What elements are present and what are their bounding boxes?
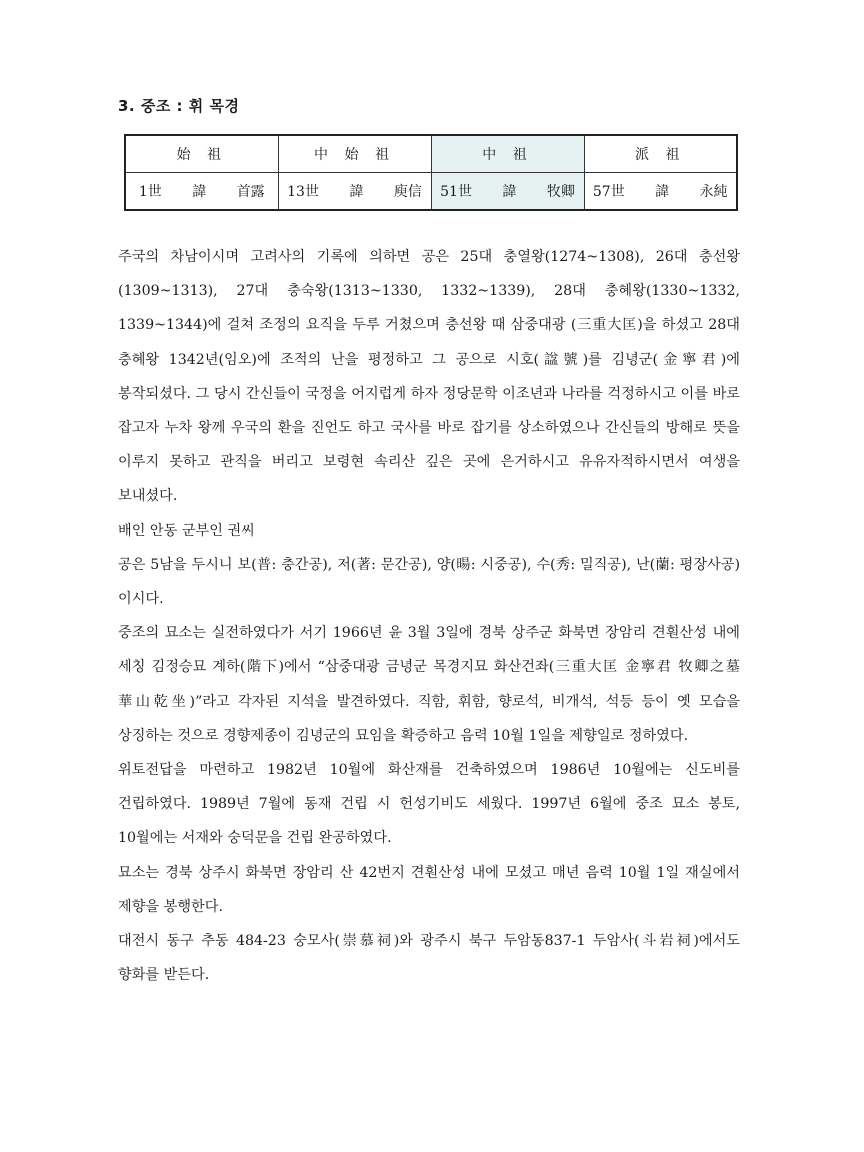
cell-pajo: [584, 173, 737, 211]
cell-value: 1世 諱 首露: [138, 184, 265, 200]
paragraph-construction: 위토전답을 마련하고 1982년 10월에 화산재를 건축하였으며 1986년 10월에는 신도비를 건립하였다. 1989년 7월에 동재 건립 시 헌성기비도 세웠다. 1997년 6월에 중조 묘소 봉토, 10월에는 서재와 숭덕문을 건립 완공하였다.: [118, 762, 740, 847]
header-cell-pajo: [584, 135, 737, 173]
paragraph-shrines: 대전시 동구 추동 484-23 숭모사(崇慕祠)와 광주시 북구 두암동837-1 두암사(斗岩祠)에서도 향화를 받든다.: [118, 933, 740, 984]
table-row: [125, 173, 737, 211]
header-label: 中 始 祖: [314, 147, 395, 163]
header-label: 中 祖: [482, 147, 533, 163]
cell-jungsijo: [278, 173, 431, 211]
header-label: 始 祖: [176, 147, 227, 163]
paragraph-sons: 공은 5남을 두시니 보(普: 충간공), 저(著: 문간공), 양(暘: 시중공), 수(秀: 밀직공), 난(蘭: 평장사공)이시다.: [118, 556, 740, 608]
cell-jungjo: [431, 173, 584, 211]
paragraph-tomb-discovery: 중조의 묘소는 실전하였다가 서기 1966년 윤 3월 3일에 경북 상주군 화북면 장암리 견훤산성 내에 세칭 김정승묘 계하(階下)에서 “삼중대광 금녕군 목경지묘 화산건좌(三重大匡 金寧君 牧卿之墓 華山乾坐)”라고 각자된 지석을 발견하였다. 직함, 휘함, 향로석, 비개석, 석등 등이 옛 모습을 상징하는 것으로 경향제종이 김녕군의 묘임을 확증하고 음력 10월 1일을 제향일로 정하였다.: [118, 625, 740, 744]
cell-value: 13世 諱 庾信: [287, 184, 422, 200]
cell-sijo: [125, 173, 278, 211]
cell-value: 51世 諱 牧卿: [440, 184, 575, 200]
body-text: [118, 240, 740, 992]
section-heading: 3. 중조 : 휘 목경: [118, 97, 240, 115]
cell-value: 57世 諱 永純: [592, 184, 728, 200]
header-cell-jungsijo: [278, 135, 431, 173]
paragraph-biography: 주국의 차남이시며 고려사의 기록에 의하면 공은 25대 충열왕(1274~1308), 26대 충선왕(1309~1313), 27대 충숙왕(1313~1330, 1332~1339), 28대 충혜왕(1330~1332, 1339~1344)에 걸쳐 조정의 요직을 두루 거쳤으며 충선왕 때 삼중대광 (三重大匡)을 하셨고 28대 충혜왕 1342년(임오)에 조적의 난을 평정하고 그 공으로 시호(諡號)를 김녕군(金寧君)에 봉작되셨다. 그 당시 간신들이 국정을 어지럽게 하자 정당문학 이조년과 나라를 걱정하시고 이를 바로 잡고자 누차 왕께 우국의 환을 진언도 하고 국사를 바로 잡기를 상소하였으나 간신들의 방해로 뜻을 이루지 못하고 관직을 버리고 보령현 속리산 깊은 곳에 은거하시고 유유자적하시면서 여생을 보내셨다.: [118, 249, 740, 505]
lineage-table: [124, 134, 738, 211]
header-label: 派 祖: [635, 147, 686, 163]
table-header-row: [125, 135, 737, 173]
header-cell-jungjo: [431, 135, 584, 173]
paragraph-spouse: 배인 안동 군부인 권씨: [118, 522, 255, 539]
paragraph-tomb-location: 묘소는 경북 상주시 화북면 장암리 산 42번지 견훤산성 내에 모셨고 매년 음력 10월 1일 재실에서 제향을 봉행한다.: [118, 864, 740, 915]
header-cell-sijo: [125, 135, 278, 173]
